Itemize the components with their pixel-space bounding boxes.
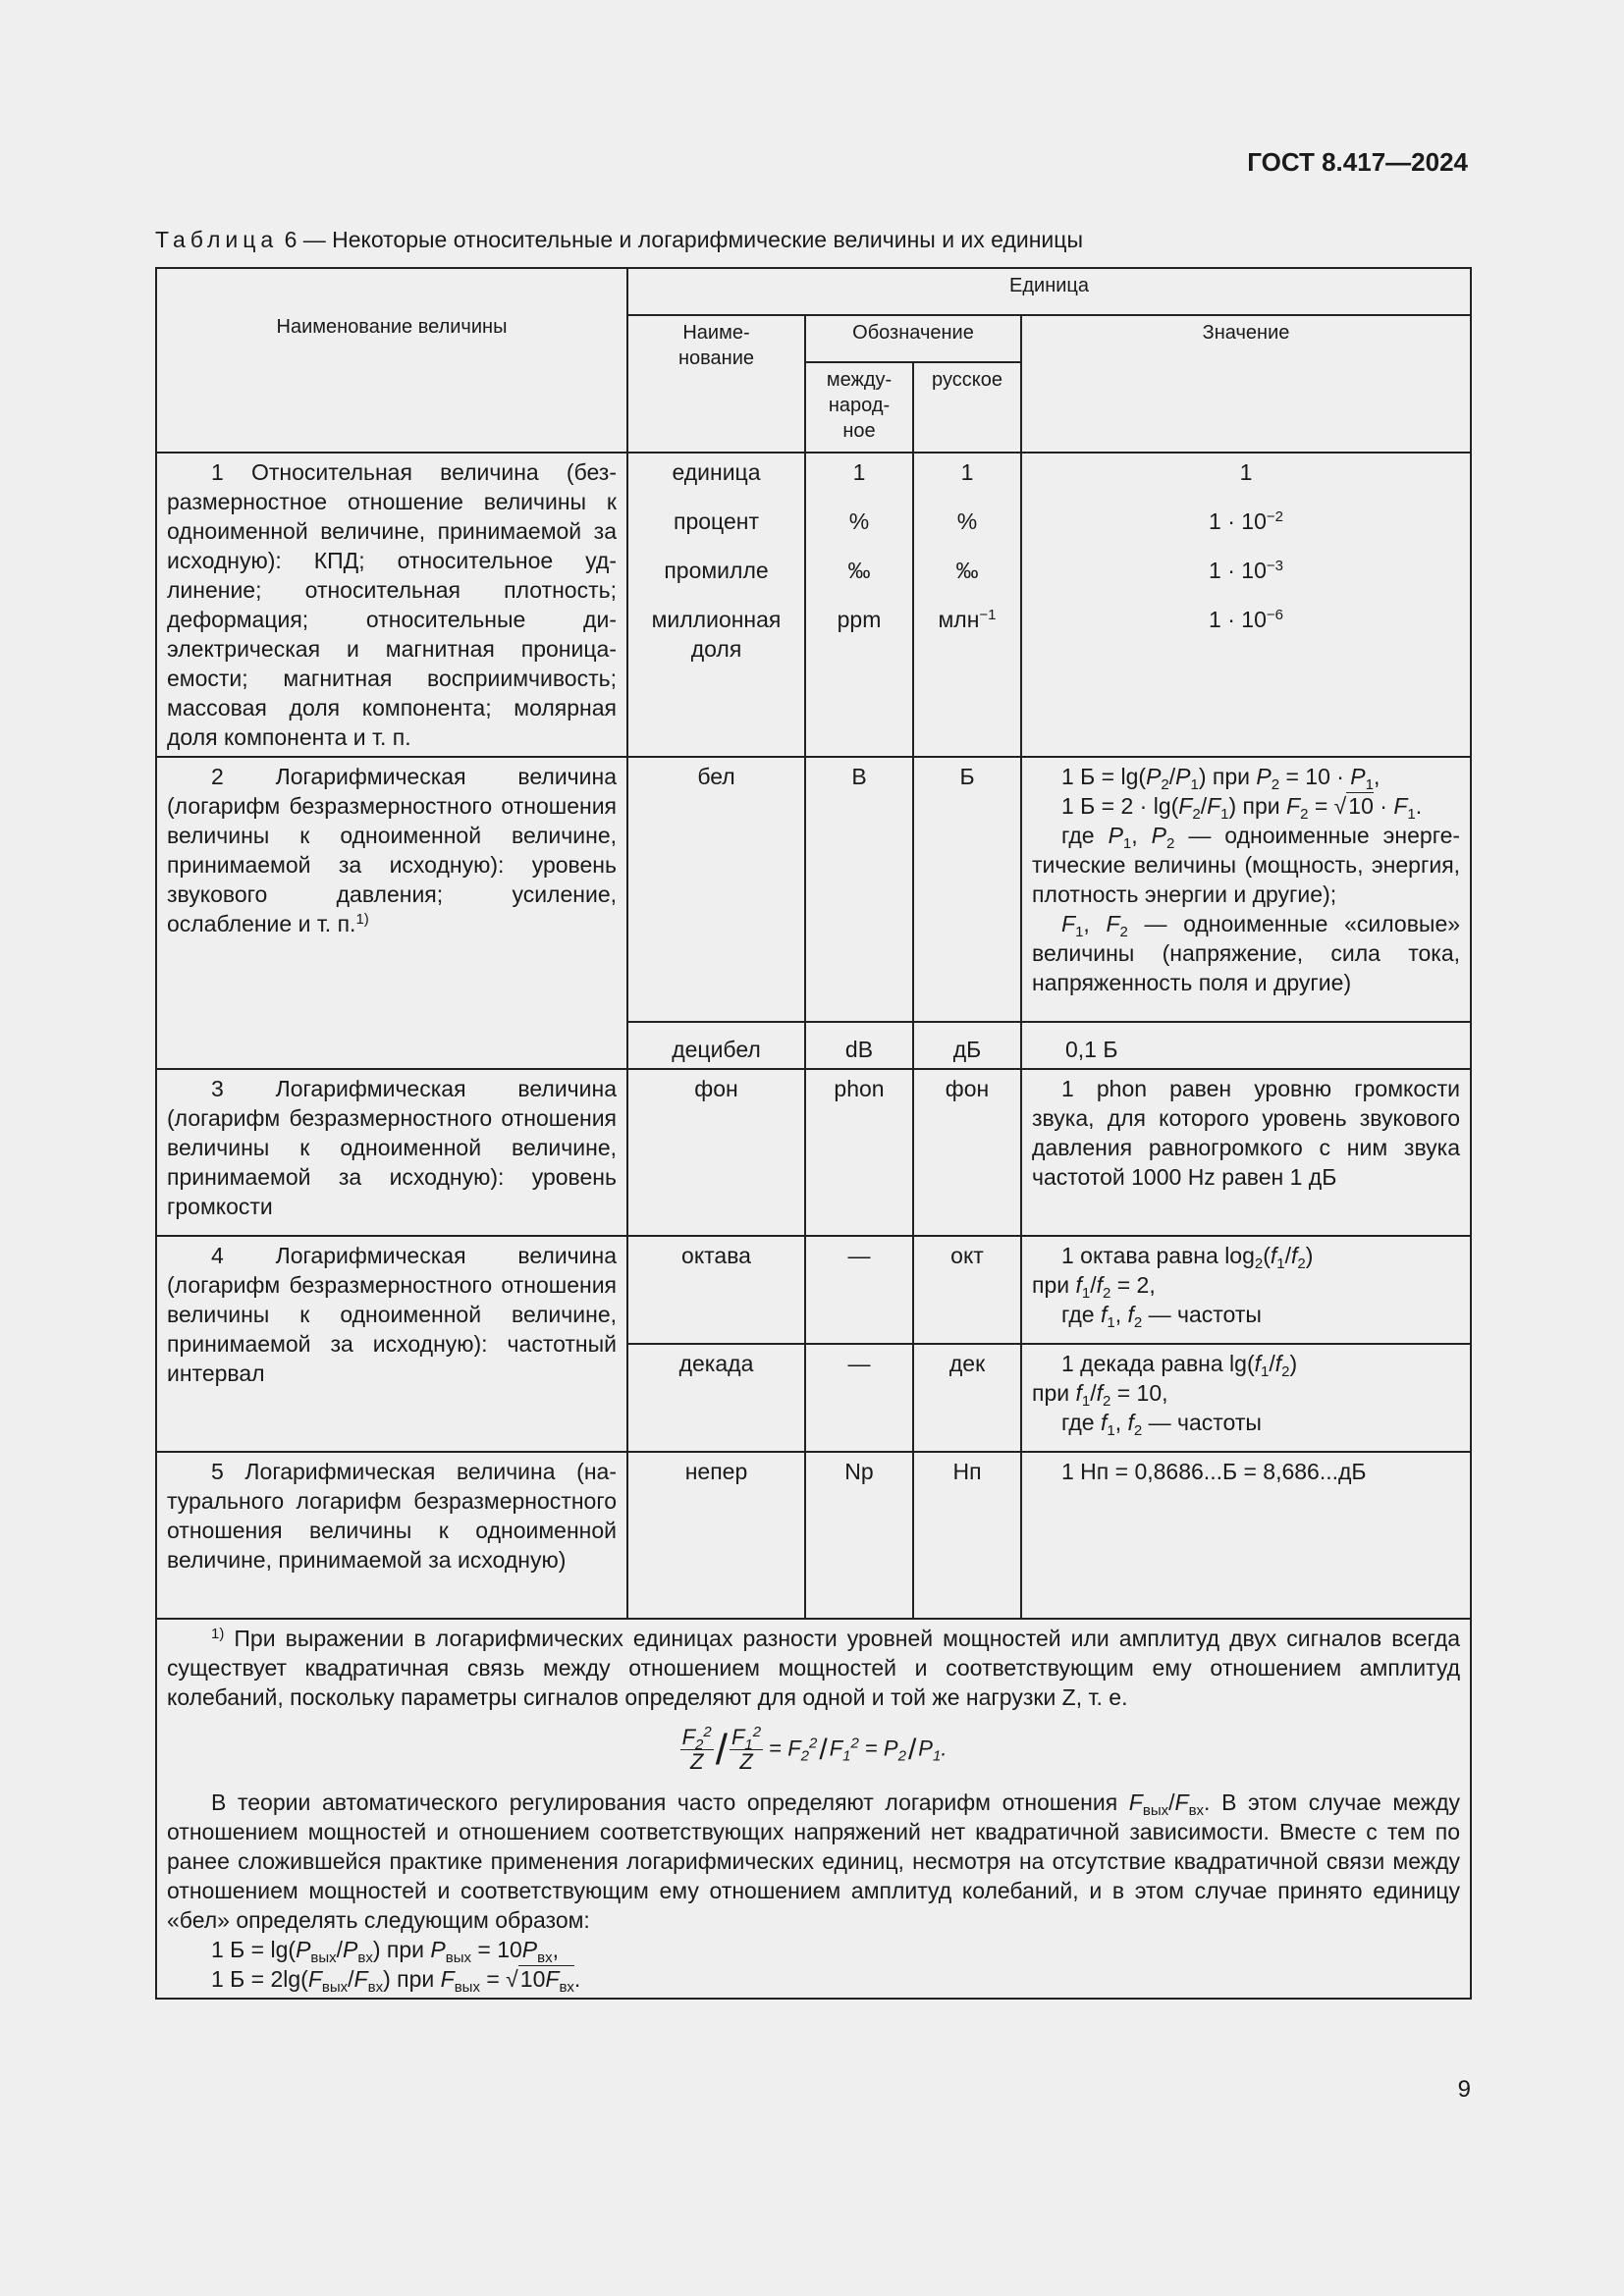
row2-db-value: 0,1 Б <box>1021 1022 1471 1069</box>
table-row <box>156 1452 1471 1619</box>
row2-db-russian: дБ <box>913 1022 1021 1069</box>
footnote-row <box>156 1619 1471 1999</box>
row4-name: 4 Логарифмическая величина (логарифм безразмерностного отношения величины к одноименной величине, принимаемой за исходную): частотный интервал <box>156 1236 627 1452</box>
caption-label: Таблица <box>155 227 279 252</box>
row1-values: 1 $1 \cdot 10^{-2}$ $1 \cdot 10^{-3}$ $1 \cdot 10^{-6}$ <box>1021 453 1471 757</box>
table-row <box>156 453 1471 757</box>
header-value: Значение <box>1021 315 1471 453</box>
row2-db-name: децибел <box>627 1022 805 1069</box>
row3-unit-name: фон <box>627 1069 805 1236</box>
row5-unit-name: непер <box>627 1452 805 1619</box>
row5-international: Np <box>805 1452 913 1619</box>
header-unit-name: Наиме- нование <box>627 315 805 453</box>
row2-international: B <box>805 757 913 1022</box>
table-row <box>156 757 1471 1022</box>
row4-octave-value: 1 октава равна $\log_2(f_1/f_2)$ при $f_1/f_2 = 2$, где $f_1$, $f_2$ — частоты <box>1021 1236 1471 1344</box>
table-row <box>156 1236 1471 1344</box>
row3-name: 3 Логарифмическая величина (логарифм безразмерностного отношения величины к одноименной величине, принимаемой за исходную): уровень громкости <box>156 1069 627 1236</box>
row2-value: 1 $Б = \lg(P_2/P_1)$ при $P_2 = 10 \cdot P_1$, 1 $Б = 2 \cdot \lg(F_2/F_1)$ при $F_2 = √10 \cdot F_1$. где $P_1$, $P_2$ — одноименные энергетические величины (мощность, энергия, плотность энергии и другие); $F_1$, $F_2$ — одноименные «силовые» величины (напряжение, сила тока, напряженность поля и другие) <box>1021 757 1471 1022</box>
page-number: 9 <box>1457 2076 1471 2103</box>
standard-designation: ГОСТ 8.417—2024 <box>1247 147 1468 177</box>
caption-text: 6 — Некоторые относительные и логарифмические величины и их единицы <box>284 227 1083 252</box>
row4-octave-russian: окт <box>913 1236 1021 1344</box>
row3-international: phon <box>805 1069 913 1236</box>
row4-decade-russian: дек <box>913 1344 1021 1452</box>
table-caption <box>155 227 1083 253</box>
row2-name: 2 Логарифмическая величина (логарифм безразмерностного отношения величины к одноименной величине, принимаемой за исходную): уровень звукового давления; усиление, ослабление и т. п.$^{1)}$ <box>156 757 627 1069</box>
table-row <box>156 1069 1471 1236</box>
row4-octave-international: — <box>805 1236 913 1344</box>
row4-octave-name: октава <box>627 1236 805 1344</box>
row1-international: 1 % ‰ ppm <box>805 453 913 757</box>
header-unit: Единица <box>627 268 1471 315</box>
header-russian: русское <box>913 362 1021 453</box>
row4-decade-international: — <box>805 1344 913 1452</box>
header-designation: Обозначение <box>805 315 1021 362</box>
row5-name: 5 Логарифмическая величина (натурального логарифм безразмерностного отношения величины к одноименной величине, принимаемой за исходную) <box>156 1452 627 1619</box>
row1-name: 1 Относительная величина (безразмерностное отношение величины к одноименной величине, принимаемой за исходную): КПД; относительное удлинение; относительная плотность; деформация; относительные диэлектрическая и магнитная проницаемости; магнитная восприимчивость; массовая доля компонента; молярная доля компонента и т. п. <box>156 453 627 757</box>
row2-db-international: dB <box>805 1022 913 1069</box>
row4-decade-value: 1 декада равна $\lg(f_1/f_2)$ при $f_1/f_2 = 10$, где $f_1$, $f_2$ — частоты <box>1021 1344 1471 1452</box>
header-international: между- народ- ное <box>805 362 913 453</box>
row1-russian: 1 % ‰ млн$^{-1}$ <box>913 453 1021 757</box>
header-quantity-name: Наименование величины <box>156 268 627 453</box>
row2-unit-name: бел <box>627 757 805 1022</box>
row4-decade-name: декада <box>627 1344 805 1452</box>
row1-unit-names: единица процент промилле миллионная доля <box>627 453 805 757</box>
footnote: $^{1)}$ При выражении в логарифмических единицах разности уровней мощностей или амплитуд двух сигналов всегда существует квадратичная связь между отношением мощностей и соответствующим ему отношением амплитуд колебаний, поскольку параметры сигналов определяют для одной и той же нагрузки Z, т. е. $\frac{F_2^2}{Z}$ / $\frac{F_1^2}{Z}$ = $F_2^2/F_1^2 = P_2/P_1$. В теории автоматического регулирования часто определяют логарифм отношения $F_{вых}/F_{вх}$. В этом случае между отношением мощностей и отношением соответствующих напряжений нет квадратичной зависимости. Вместе с тем по ранее сложившейся практике применения логарифмических единиц, несмотря на отсутствие квадратичной связи между отношением мощностей и соответствующим ему отношением амплитуд колебаний, и в этом случае принято единицу «бел» определять следующим образом: 1 $Б = \lg(P_{вых}/P_{вх})$ при $P_{вых} = 10P_{вх}$, 1 $Б = 2\lg(F_{вых}/F_{вх})$ при $F_{вых} = √10F_{вх}$. <box>156 1619 1471 1999</box>
row3-russian: фон <box>913 1069 1021 1236</box>
row3-value: 1 phon равен уровню громкости звука, для которого уровень звукового давления равногромкого с ним звука частотой 1000 Hz равен 1 дБ <box>1021 1069 1471 1236</box>
row2-russian: Б <box>913 757 1021 1022</box>
quantities-table <box>155 267 1472 2000</box>
power-ratio-formula: $\frac{F_2^2}{Z}$ / $\frac{F_1^2}{Z}$ = $F_2^2/F_1^2 = P_2/P_1$. <box>681 1724 947 1774</box>
row5-russian: Нп <box>913 1452 1021 1619</box>
row5-value: 1 Нп = 0,8686...Б = 8,686...дБ <box>1021 1452 1471 1619</box>
